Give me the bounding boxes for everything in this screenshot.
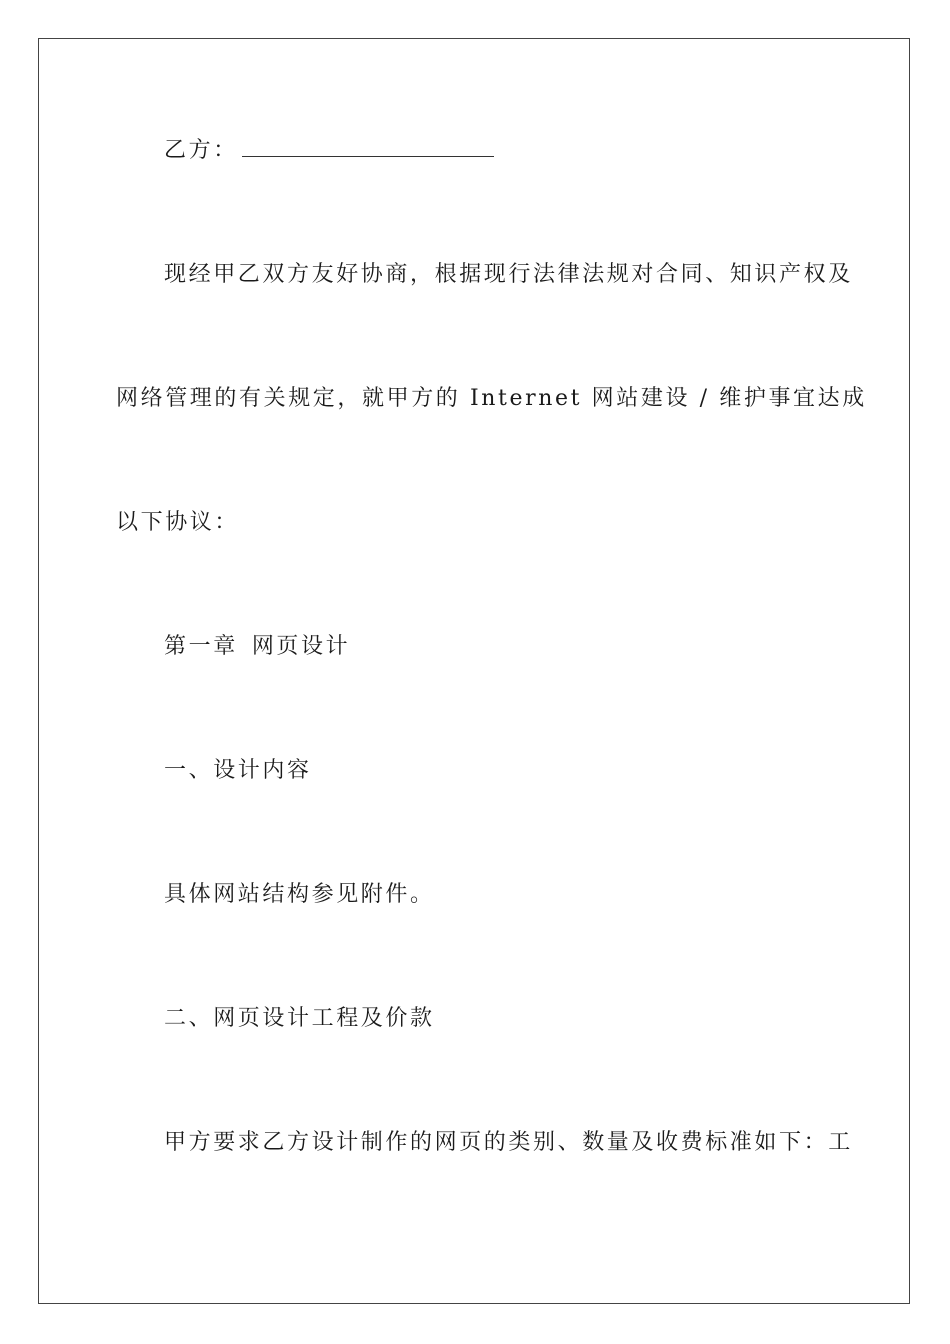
preamble-line-3: 以下协议：: [116, 510, 240, 535]
party-b-line: [164, 136, 494, 166]
section-1-body: 具体网站结构参见附件。: [164, 882, 435, 907]
party-b-blank-field: [242, 136, 494, 157]
chapter-number: 第一章: [164, 634, 238, 659]
preamble-line-1: 现经甲乙双方友好协商，根据现行法律法规对合同、知识产权及: [164, 262, 853, 287]
chapter-heading: [164, 632, 350, 662]
section-1-heading: 一、设计内容: [164, 758, 312, 783]
preamble-line-2: 网络管理的有关规定，就甲方的 Internet 网站建设 / 维护事宜达成: [116, 386, 867, 411]
section-2-heading: 二、网页设计工程及价款: [164, 1006, 435, 1031]
party-b-label: 乙方：: [164, 138, 238, 163]
section-2-body: 甲方要求乙方设计制作的网页的类别、数量及收费标准如下：工: [164, 1130, 853, 1155]
page-frame: [38, 38, 910, 1304]
chapter-title: 网页设计: [251, 634, 351, 659]
